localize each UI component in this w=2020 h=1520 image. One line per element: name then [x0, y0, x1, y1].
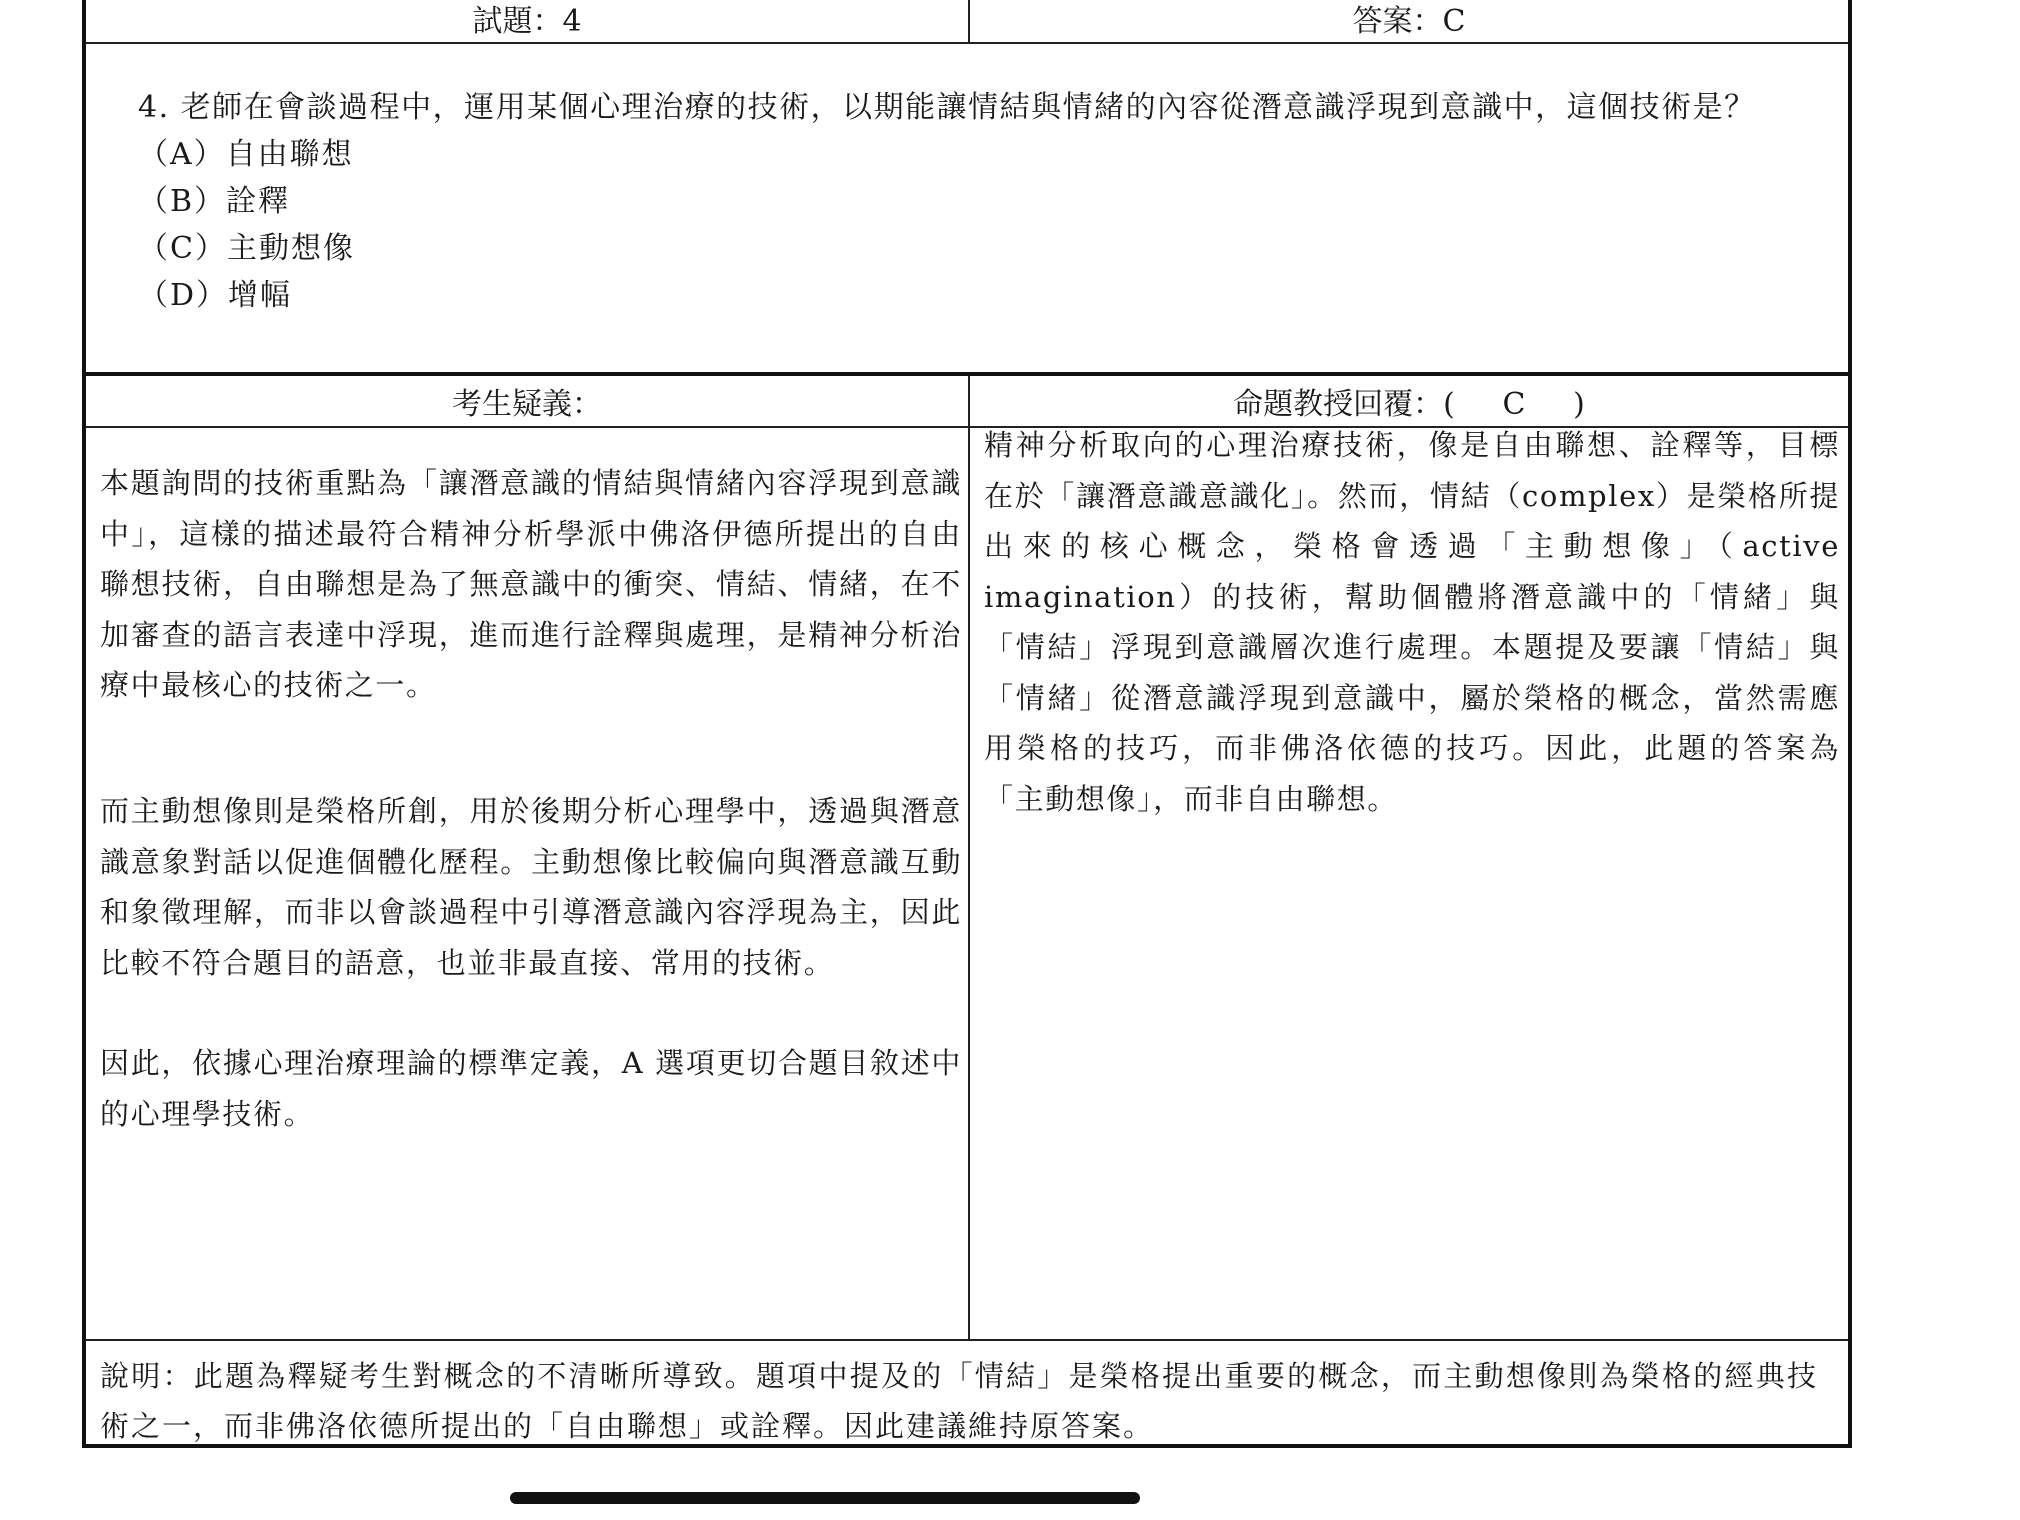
candidate-paragraph-2: 而主動想像則是榮格所創，用於後期分析心理學中，透過與潛意識意象對話以促進個體化歷程。主動想像比較偏向與潛意識互動和象徵理解，而非以會談過程中引導潛意識內容浮現為主，因此比較不符合題目的語意，也並非最直接、常用的技術。: [100, 794, 962, 980]
header-row: [86, 0, 1848, 44]
answer-cell: [970, 0, 1848, 42]
candidate-paragraph-1: 本題詢問的技術重點為「讓潛意識的情結與情緒內容浮現到意識中」，這樣的描述最符合精神分析學派中佛洛伊德所提出的自由聯想技術，自由聯想是為了無意識中的衝突、情結、情緒，在不加審查的語言表達中浮現，進而進行詮釋與處理，是精神分析治療中最核心的技術之一。: [100, 466, 962, 702]
professor-reply-cell: [970, 428, 1848, 1339]
question-text: 4. 老師在會談過程中，運用某個心理治療的技術，以期能讓情結與情緒的內容從潛意識浮現到意識中，這個技術是？: [138, 90, 1756, 125]
option-a: （A）自由聯想: [138, 137, 354, 172]
question-number: 試題：4: [472, 4, 582, 39]
option-c: （C）主動想像: [138, 231, 355, 266]
question-block: [138, 84, 1838, 319]
candidate-header-cell: [86, 376, 970, 426]
candidate-doubt-cell: [86, 428, 970, 1339]
professor-header-cell: [970, 376, 1848, 426]
appeal-form-table: [82, 0, 1852, 1448]
question-row: [86, 44, 1848, 376]
body-row: [86, 428, 1848, 1341]
home-indicator-bar[interactable]: [510, 1492, 1140, 1504]
option-b: （B）詮釋: [138, 184, 291, 219]
question-number-cell: [86, 0, 970, 42]
footer-row: [86, 1341, 1848, 1444]
explanation-note: 說明：此題為釋疑考生對概念的不清晰所導致。題項中提及的「情結」是榮格提出重要的概念，而主動想像則為榮格的經典技術之一，而非佛洛依德所提出的「自由聯想」或詮釋。因此建議維持原答案。: [100, 1359, 1818, 1443]
option-d: （D）增幅: [138, 278, 293, 313]
answer-key: 答案：C: [1352, 4, 1466, 39]
candidate-doubt-label: 考生疑義：: [452, 387, 602, 422]
professor-reply-label: 命題教授回覆：( C ): [1233, 387, 1585, 422]
professor-reply-paragraph: 精神分析取向的心理治療技術，像是自由聯想、詮釋等，目標在於「讓潛意識意識化」。然而，情結（complex）是榮格所提出來的核心概念，榮格會透過「主動想像」（active imagination）的技術，幫助個體將潛意識中的「情緒」與「情結」浮現到意識層次進行處理。本題提及要讓「情結」與「情緒」從潛意識浮現到意識中，屬於榮格的概念，當然需應用榮格的技巧，而非佛洛依德的技巧。因此，此題的答案為「主動想像」，而非自由聯想。: [984, 428, 1840, 816]
candidate-paragraph-3: 因此，依據心理治療理論的標準定義，A 選項更切合題目敘述中的心理學技術。: [100, 1046, 962, 1131]
